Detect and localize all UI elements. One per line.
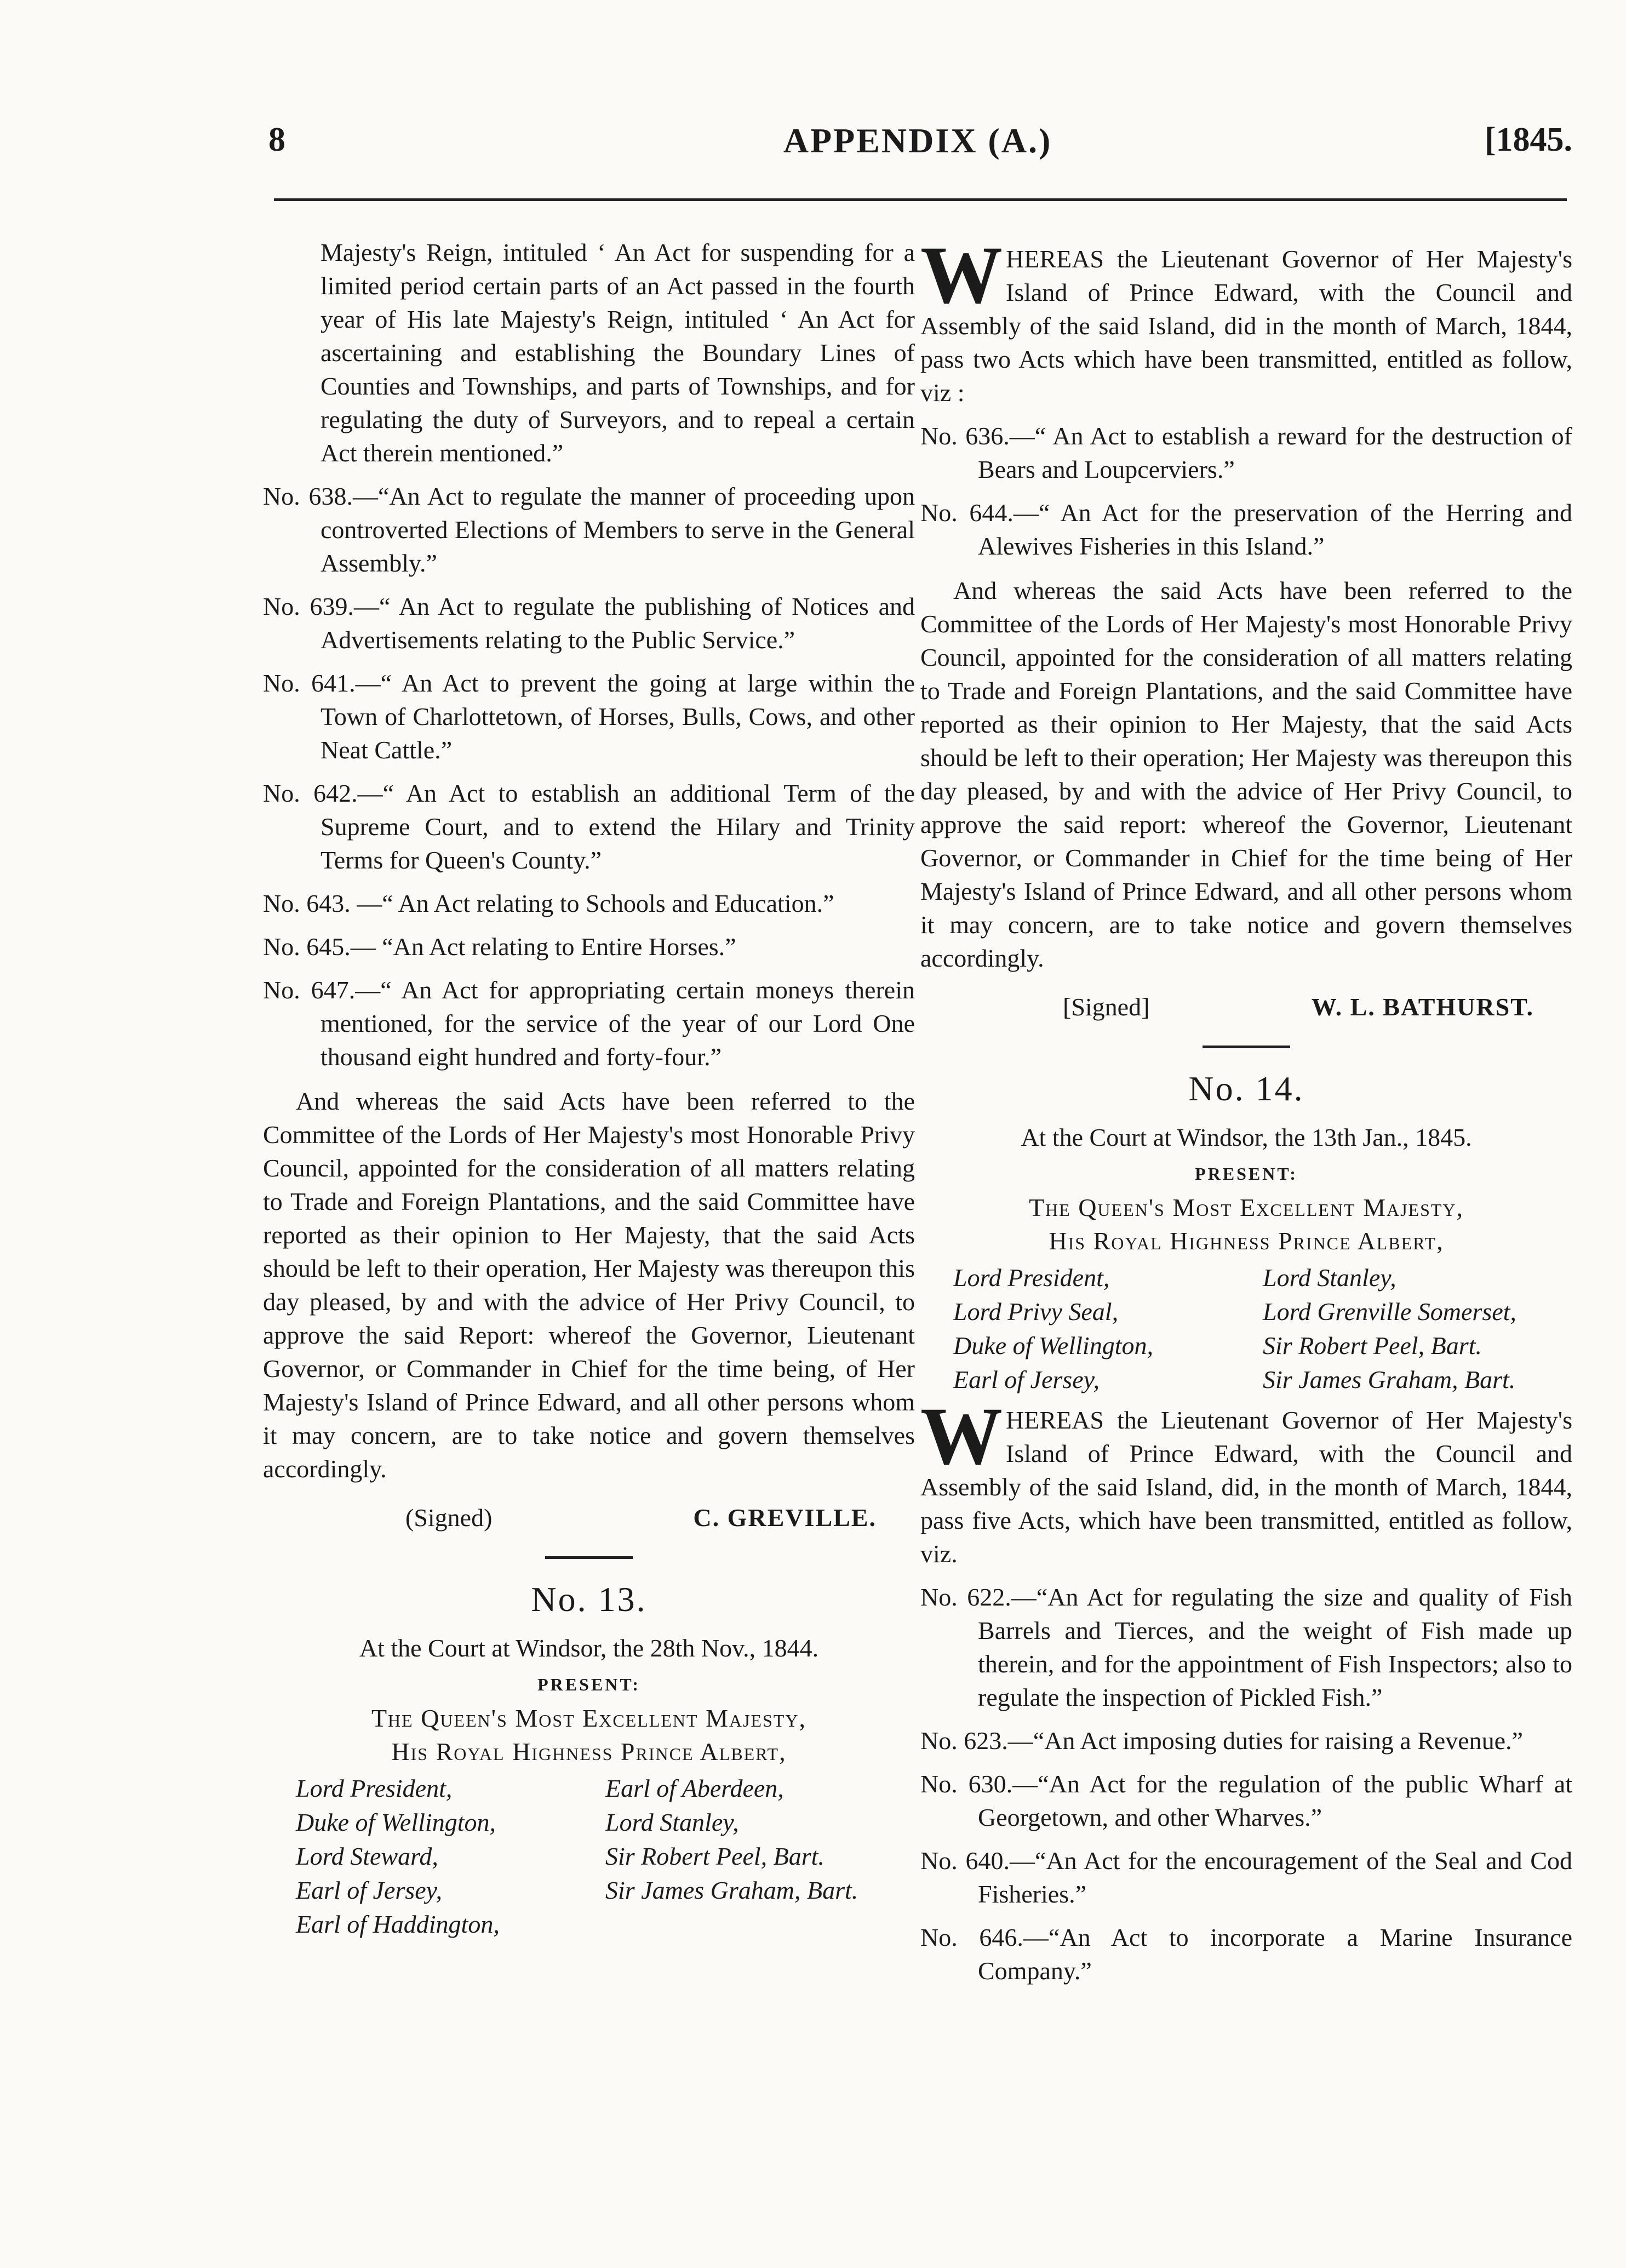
header-year: [1845. [1484,121,1572,158]
signatory-name: C. GREVILLE. [693,1504,877,1532]
attendee: Sir Robert Peel, Bart. [605,1842,825,1870]
whereas-paragraph: And whereas the said Acts have been referred to the Committee of the Lords of Her Majesty's most Honorable Privy Council, appointed for the consideration of all matters relating to Trade and Foreign Plantations, and the said Committee have reported as their opinion to Her Majesty, that the said Acts should be left to their operation, Her Majesty was thereupon this day pleased, by and with the advice of Her Privy Council, to approve the said Report: whereof the Governor, Lieutenant Governor, or Commander in Chief for the time being, of Her Majesty's Island of Prince Edward, and all other persons whom it may concern, are to take notice and govern themselves accordingly. [263,1087,915,1483]
attendee: Sir Robert Peel, Bart. [1263,1332,1482,1359]
act-item: No. 640.—“An Act for the encouragement of the Seal and Cod Fisheries.” [920,1847,1572,1908]
continued-act-text: Majesty's Reign, intituled ‘ An Act for suspending for a limited period certain parts of an Act passed in the fourth year of His late Majesty's Reign, intituled ‘ An Act for ascertaining and establishing the Boundary Lines of Counties and Townships, and parts of Townships, and for regulating the duty of Surveyors, and to repeal a certain Act therein mentioned.” [320,238,915,467]
whereas-paragraph [920,230,1572,409]
act-item: No. 643. —“ An Act relating to Schools and Education.” [263,889,834,917]
order-heading: No. 13. [531,1580,647,1619]
queen-line: The Queen's Most Excellent Majesty, [1028,1193,1464,1221]
act-item: No. 622.—“An Act for regulating the size and quality of Fish Barrels and Tierces, and the weight of Fish made up therein, and for the appointment of Fish Inspectors; also to regulate the inspection of Pickled Fish.” [920,1583,1572,1711]
act-item: No. 641.—“ An Act to prevent the going at large within the Town of Charlottetown, of Horses, Bulls, Cows, and other Neat Cattle.” [263,669,915,764]
attendee: Lord Steward, [296,1842,438,1870]
attendee: Lord Stanley, [1263,1264,1396,1292]
section-divider [545,1556,633,1559]
act-item: No. 642.—“ An Act to establish an additional Term of the Supreme Court, and to extend the Hilary and Trinity Terms for Queen's County.” [263,779,915,874]
whereas-text: HEREAS the Lieutenant Governor of Her Majesty's Island of Prince Edward, with the Council and Assembly of the said Island, did, in the month of March, 1844, pass five Acts, which have been transmitted, entitled as follow, viz. [920,1406,1572,1568]
prince-line: His Royal Highness Prince Albert, [391,1738,787,1766]
signature-line [263,1501,915,1534]
act-item: No. 638.—“An Act to regulate the manner of proceeding upon controverted Elections of Members to serve in the General Assembly.” [263,482,915,577]
signatory-name: W. L. BATHURST. [1311,993,1534,1021]
attendee: Lord Stanley, [605,1808,739,1836]
attendee: Lord Privy Seal, [953,1298,1119,1326]
whereas-paragraph: And whereas the said Acts have been referred to the Committee of the Lords of Her Majesty's most Honorable Privy Council, appointed for the consideration of all matters relating to Trade and Foreign Plantations, and the said Committee have reported as their opinion to Her Majesty, that the said Acts should be left to their operation; Her Majesty was thereupon this day pleased, by and with the advice of Her Privy Council, to approve the said report: whereof the Governor, Lieutenant Governor, or Commander in Chief for the time being of Her Majesty's Island of Prince Edward, and all other persons whom it may concern, are to take notice and govern themselves accordingly. [920,576,1572,972]
signature-line [920,990,1572,1024]
whereas-text: HEREAS the Lieutenant Governor of Her Majesty's Island of Prince Edward, with the Council and Assembly of the said Island, did in the month of March, 1844, pass two Acts which have been transmitted, entitled as follow, viz : [920,245,1572,407]
act-item: No. 647.—“ An Act for appropriating certain moneys therein mentioned, for the service of the year of our Lord One thousand eight hundred and forty-four.” [263,976,915,1071]
queen-line: The Queen's Most Excellent Majesty, [371,1704,807,1732]
section-divider [1203,1046,1290,1048]
whereas-paragraph [920,1391,1572,1570]
court-line: At the Court at Windsor, the 28th Nov., 1844. [359,1634,819,1662]
attendees-list [920,1261,1572,1397]
attendee: Sir James Graham, Bart. [605,1876,858,1904]
drop-cap: W [920,230,1003,321]
court-line: At the Court at Windsor, the 13th Jan., 1845. [1021,1123,1472,1151]
page-title: APPENDIX (A.) [783,121,1052,160]
signed-label: [Signed] [1063,993,1150,1021]
attendee: Sir James Graham, Bart. [1263,1366,1516,1393]
right-column [920,230,1572,1987]
left-column [263,236,915,1941]
drop-cap: W [920,1391,1003,1482]
attendee: Lord President, [296,1774,453,1802]
present-label: PRESENT: [1195,1164,1298,1184]
header-rule [274,198,1567,201]
order-heading: No. 14. [1188,1069,1304,1108]
act-item: No. 645.— “An Act relating to Entire Horses.” [263,933,736,961]
prince-line: His Royal Highness Prince Albert, [1049,1227,1444,1255]
signed-label: (Signed) [405,1504,493,1532]
act-item: No. 644.—“ An Act for the preservation of the Herring and Alewives Fisheries in this Island.” [920,499,1572,560]
act-item: No. 623.—“An Act imposing duties for raising a Revenue.” [920,1727,1523,1755]
attendees-list [263,1772,915,1941]
act-item: No. 636.—“ An Act to establish a reward for the destruction of Bears and Loupcerviers.” [920,422,1572,483]
act-item: No. 630.—“An Act for the regulation of the public Wharf at Georgetown, and other Wharves.” [920,1770,1572,1831]
act-item: No. 646.—“An Act to incorporate a Marine Insurance Company.” [920,1923,1572,1985]
running-header [263,121,1572,170]
page-number: 8 [268,121,285,158]
attendee: Earl of Aberdeen, [605,1774,784,1802]
attendee: Lord Grenville Somerset, [1263,1298,1516,1326]
attendee: Earl of Jersey, [953,1366,1100,1393]
attendee: Earl of Haddington, [296,1910,500,1938]
attendee: Duke of Wellington, [296,1808,496,1836]
present-label: PRESENT: [537,1675,640,1694]
attendee [605,1907,915,1941]
attendee: Lord President, [953,1264,1110,1292]
attendee: Duke of Wellington, [953,1332,1153,1359]
attendee: Earl of Jersey, [296,1876,442,1904]
act-item: No. 639.—“ An Act to regulate the publishing of Notices and Advertisements relating to the Public Service.” [263,592,915,654]
